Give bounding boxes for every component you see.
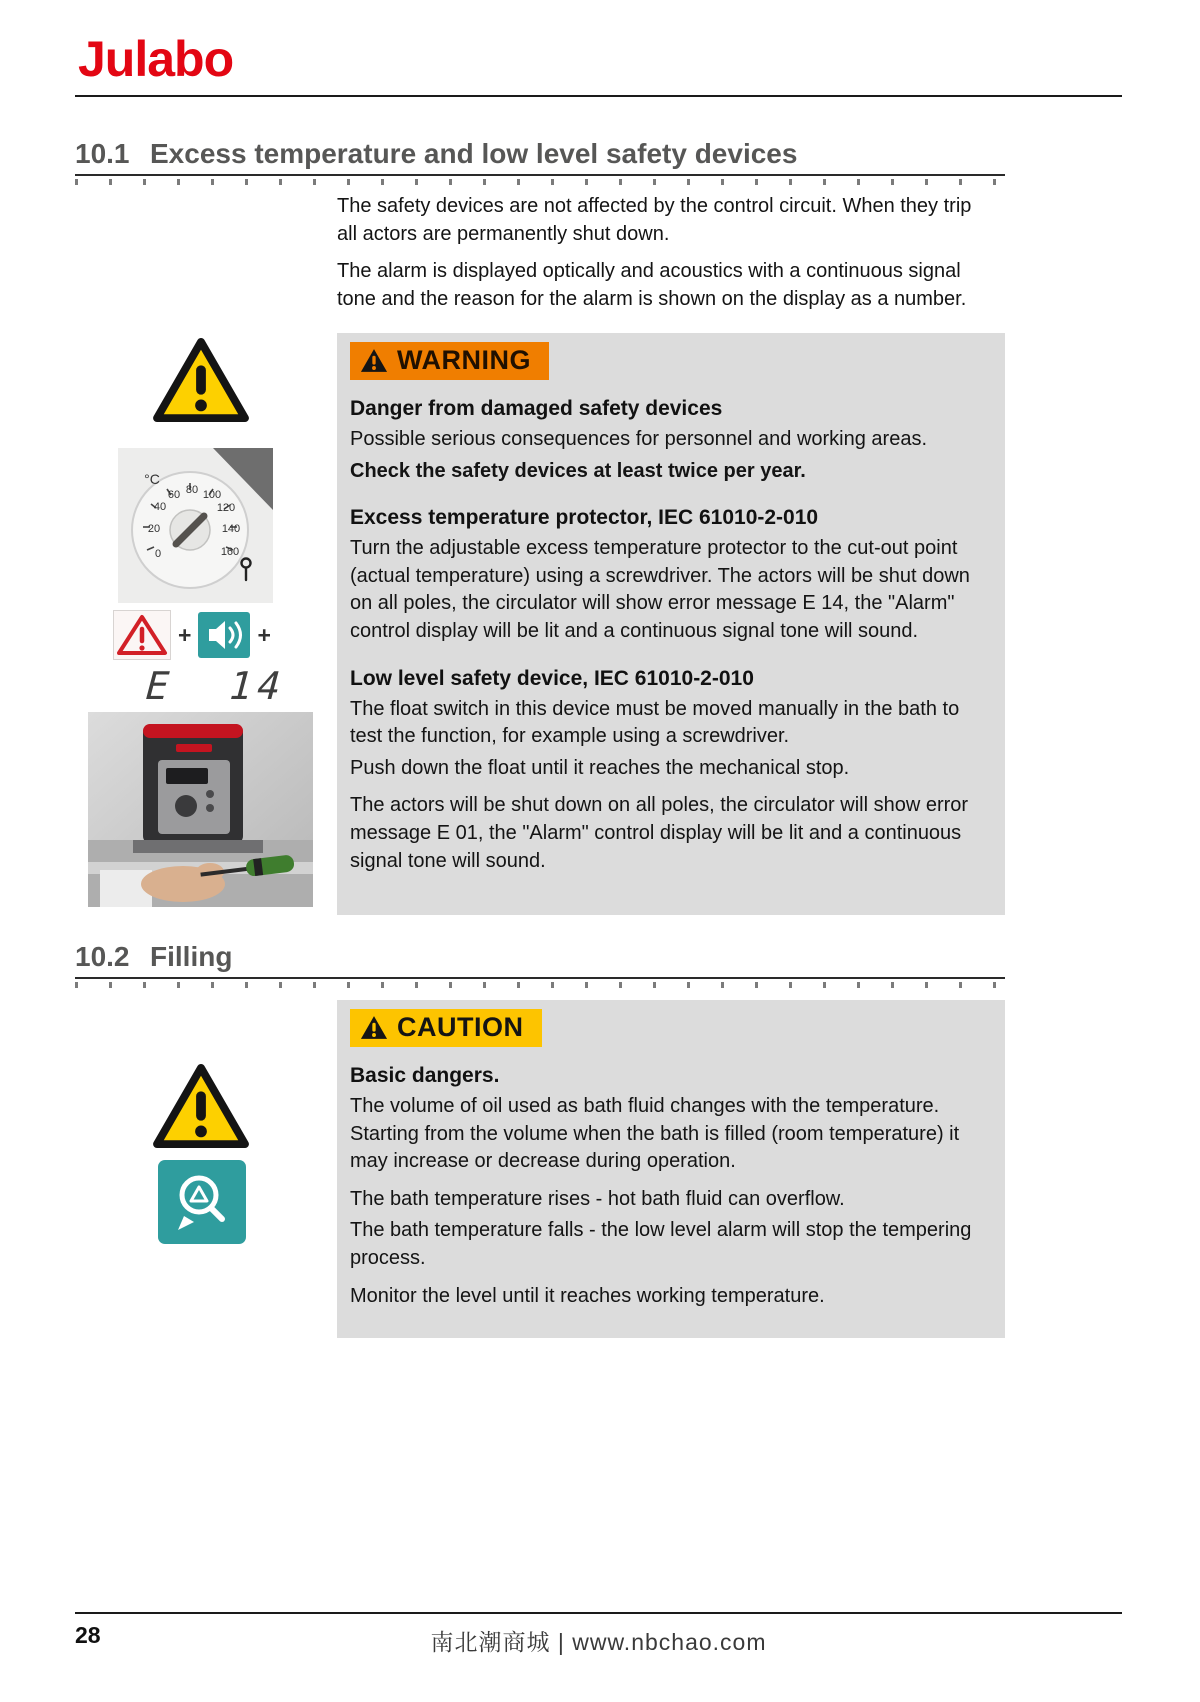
intro-text xyxy=(337,192,992,322)
lowlevel-text-2: Push down the float until it reaches the mechanical stop. xyxy=(350,756,850,779)
section-rule xyxy=(75,174,1005,176)
lowlevel-text-1: The float switch in this device must be moved manually in the bath to test the function, for example using a screwdriver. xyxy=(350,697,960,748)
plus-sign: + xyxy=(257,621,271,648)
warning-banner xyxy=(350,342,549,380)
section-10-1-heading xyxy=(75,138,1005,170)
caution-text-2: The bath temperature rises - hot bath fluid can overflow. xyxy=(350,1187,845,1210)
section-10-2-heading xyxy=(75,941,1005,973)
dial-unit-label: °C xyxy=(144,471,160,487)
lowlevel-text-3: The actors will be shut down on all poles, the circulator will show error message E 01, the "Alarm" control display will be lit and a continuous signal tone will sound. xyxy=(350,794,969,872)
svg-text:0: 0 xyxy=(154,548,162,560)
excess-heading: Excess temperature protector, IEC 61010-2-010 xyxy=(350,506,819,530)
svg-text:140: 140 xyxy=(221,523,241,535)
caution-text-4: Monitor the level until it reaches working temperature. xyxy=(350,1284,825,1307)
section-number: 10.1 xyxy=(75,138,130,169)
section-rule xyxy=(75,977,1005,979)
plus-sign: + xyxy=(178,621,192,648)
basic-dangers-heading: Basic dangers. xyxy=(350,1064,500,1087)
caution-text-3: The bath temperature falls - the low level alarm will stop the tempering process. xyxy=(350,1219,972,1269)
caution-box xyxy=(337,1000,1005,1338)
danger-text: Possible serious consequences for personnel and working areas. xyxy=(350,428,928,450)
excess-text: Turn the adjustable excess temperature protector to the cut-out point (actual temperature) using a screwdriver. The actors will be shut down on all poles, the circulator will show error message E 14, the "Alarm" control display will be lit and a continuous signal tone will sound. xyxy=(350,537,970,642)
alarm-indication-row xyxy=(113,610,271,660)
page-number: 28 xyxy=(75,1622,101,1648)
section-rule-ticks xyxy=(75,982,1005,988)
svg-text:160: 160 xyxy=(220,546,240,558)
julabo-logo: Julabo xyxy=(78,31,234,87)
caution-text-1: The volume of oil used as bath fluid changes with the temperature. Starting from the volume when the bath is filled (room temperature) it may increase or decrease during operation. xyxy=(350,1095,960,1173)
error-code-display: E 14 xyxy=(144,664,287,708)
lowlevel-heading: Low level safety device, IEC 61010-2-010 xyxy=(350,666,754,690)
caution-banner-label: CAUTION xyxy=(397,1012,524,1042)
footer-rule xyxy=(75,1612,1122,1614)
inspect-level-icon xyxy=(158,1160,246,1249)
section-number: 10.2 xyxy=(75,941,130,972)
header-rule xyxy=(75,95,1122,97)
speaker-icon xyxy=(198,612,250,658)
caution-banner xyxy=(350,1009,542,1047)
warning-box xyxy=(337,333,1005,915)
warning-banner-triangle-icon xyxy=(360,348,388,373)
section-title: Excess temperature and low level safety devices xyxy=(150,138,798,169)
device-display xyxy=(166,768,208,784)
footer-watermark: 南北潮商城 | www.nbchao.com xyxy=(430,1629,767,1655)
svg-text:20: 20 xyxy=(147,523,161,535)
intro-paragraph: The alarm is displayed optically and acoustics with a continuous signal tone and the reason for the alarm is shown on the display as a number. xyxy=(337,260,967,310)
section-rule-ticks xyxy=(75,179,1005,185)
intro-paragraph: The safety devices are not affected by the control circuit. When they trip all actors are permanently shut down. xyxy=(337,195,972,245)
warning-banner-label: WARNING xyxy=(397,345,531,375)
svg-text:40: 40 xyxy=(153,501,167,513)
safety-warning-triangle-icon xyxy=(152,1062,250,1155)
section-title: Filling xyxy=(150,941,233,972)
svg-text:100: 100 xyxy=(202,489,222,501)
danger-heading: Danger from damaged safety devices xyxy=(350,397,723,420)
svg-text:80: 80 xyxy=(185,484,199,496)
alarm-triangle-icon xyxy=(113,610,171,660)
caution-banner-triangle-icon xyxy=(360,1015,388,1040)
svg-text:120: 120 xyxy=(216,502,236,514)
svg-text:60: 60 xyxy=(167,489,181,501)
temperature-dial-photo xyxy=(118,448,273,608)
check-text: Check the safety devices at least twice per year. xyxy=(350,459,806,482)
device-brand-label xyxy=(176,744,212,752)
safety-warning-triangle-icon xyxy=(152,336,250,429)
device-red-top xyxy=(143,724,243,738)
circulator-photo xyxy=(88,712,313,912)
